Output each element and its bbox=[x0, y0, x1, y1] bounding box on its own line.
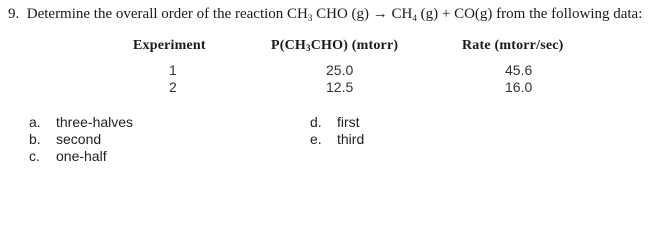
option-b-text: second bbox=[56, 131, 102, 147]
option-d-letter: d. bbox=[310, 114, 322, 130]
question-text-mid1: CHO (g) → CH bbox=[312, 6, 413, 22]
question-text-mid2: (g) + CO(g) bbox=[416, 6, 493, 22]
header-pressure-post: CHO) (mtorr) bbox=[310, 38, 399, 53]
option-b-letter: b. bbox=[29, 131, 41, 147]
row2-rate: 16.0 bbox=[505, 79, 533, 95]
option-a[interactable] bbox=[29, 114, 133, 130]
header-pressure bbox=[271, 38, 398, 54]
option-a-letter: a. bbox=[29, 114, 41, 130]
option-a-text: three-halves bbox=[56, 114, 134, 130]
option-c-letter: c. bbox=[29, 148, 40, 164]
header-pressure-sub: 3 bbox=[306, 43, 311, 53]
subscript-3: 3 bbox=[307, 13, 313, 23]
option-e[interactable] bbox=[310, 131, 364, 147]
row1-pressure: 25.0 bbox=[326, 62, 354, 78]
question-number: 9. bbox=[8, 6, 20, 22]
option-b[interactable] bbox=[29, 131, 101, 147]
subscript-4: 4 bbox=[412, 13, 417, 23]
question-text bbox=[8, 6, 642, 23]
header-rate: Rate (mtorr/sec) bbox=[462, 38, 564, 53]
option-d-text: first bbox=[337, 114, 360, 130]
question-text-after: from the following data: bbox=[492, 6, 643, 22]
row2-experiment: 2 bbox=[169, 79, 177, 95]
row2-pressure: 12.5 bbox=[326, 79, 354, 95]
option-d[interactable] bbox=[310, 114, 360, 130]
row1-rate: 45.6 bbox=[505, 62, 533, 78]
option-e-text: third bbox=[337, 131, 365, 147]
header-experiment: Experiment bbox=[133, 38, 206, 53]
option-c[interactable] bbox=[29, 148, 107, 164]
header-pressure-pre: P(CH bbox=[271, 38, 307, 53]
question-text-before: Determine the overall order of the reaction CH bbox=[26, 6, 308, 22]
row1-experiment: 1 bbox=[169, 62, 177, 78]
option-e-letter: e. bbox=[310, 131, 322, 147]
option-c-text: one-half bbox=[56, 148, 107, 164]
